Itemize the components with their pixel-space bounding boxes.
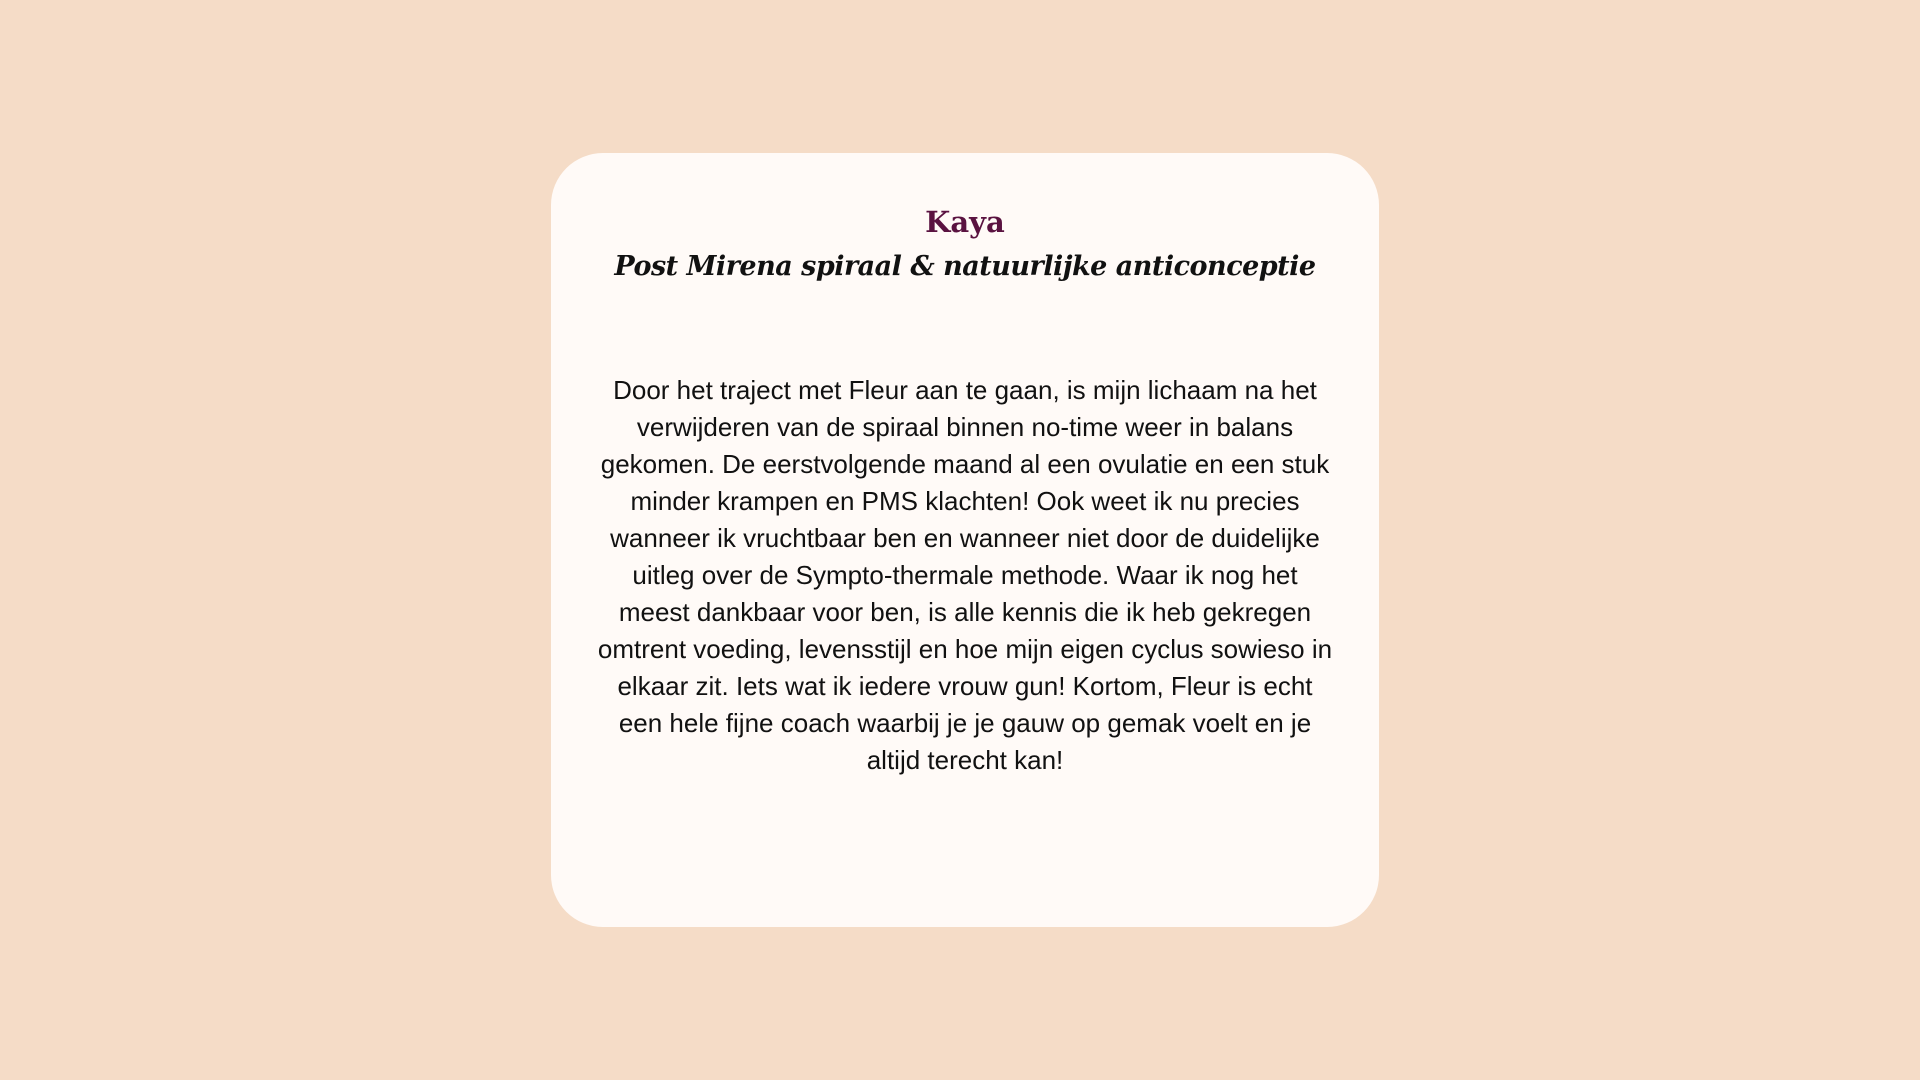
- testimonial-quote: Door het traject met Fleur aan te gaan, is mijn lichaam na het verwijderen van de spiraal binnen no-time weer in balans gekomen. De eerstvolgende maand al een ovulatie en een stuk minder krampen en PMS klachten! Ook weet ik nu precies wanneer ik vruchtbaar ben en wanneer niet door de duidelijke uitleg over de Sympto-thermale methode. Waar ik nog het meest dankbaar voor ben, is alle kennis die ik heb gekregen omtrent voeding, levensstijl en hoe mijn eigen cyclus sowieso in elkaar zit. Iets wat ik iedere vrouw gun! Kortom, Fleur is echt een hele fijne coach waarbij je je gauw op gemak voelt en je altijd terecht kan!: [597, 375, 1333, 775]
- testimonial-subtitle: Post Mirena spiraal & natuurlijke anticonceptie: [614, 251, 1316, 282]
- testimonial-name: Kaya: [925, 205, 1005, 239]
- testimonial-card: [551, 153, 1379, 927]
